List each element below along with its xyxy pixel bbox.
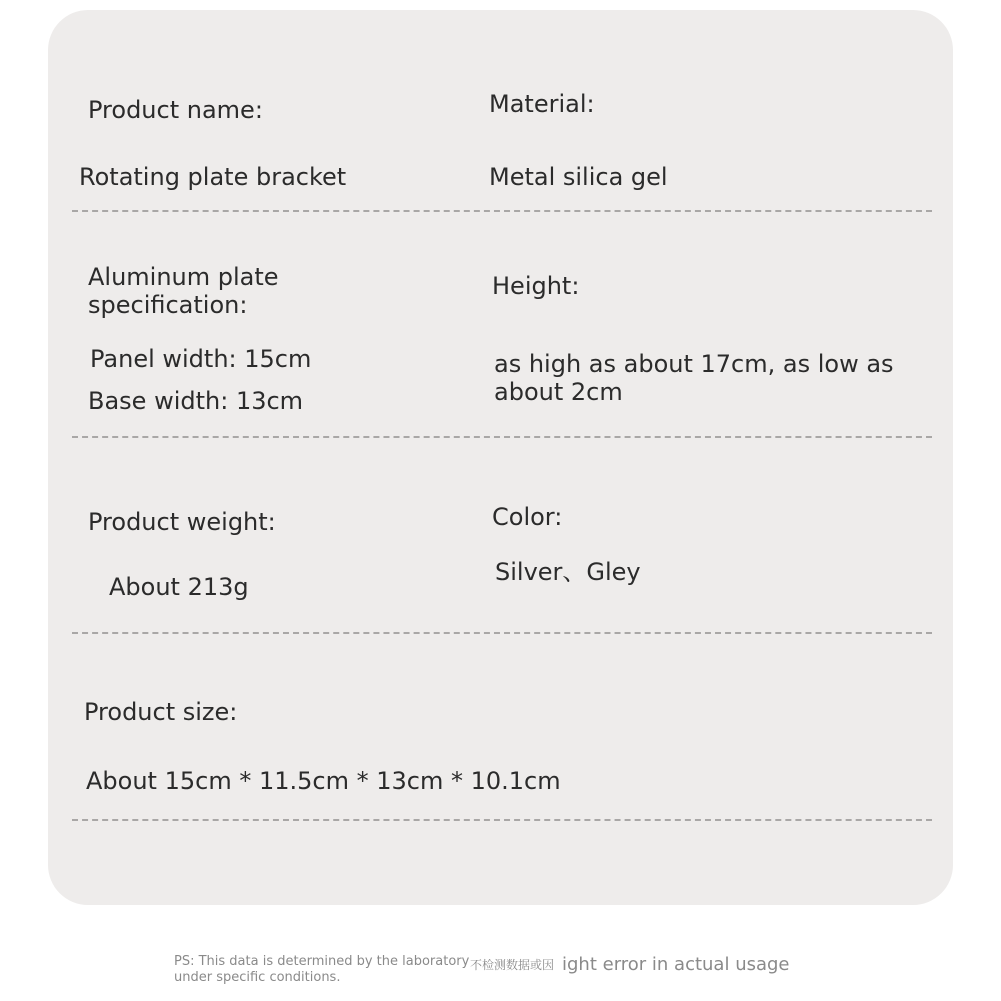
product-name-label: Product name:: [88, 96, 263, 124]
material-label: Material:: [489, 90, 595, 118]
color-label: Color:: [492, 503, 563, 531]
divider-4: [72, 819, 932, 821]
base-width-value: Base width: 13cm: [88, 387, 304, 415]
product-name-value: Rotating plate bracket: [79, 163, 347, 191]
footnote-tail-text: ight error in actual usage: [562, 954, 790, 975]
height-value: as high as about 17cm, as low as about 2cm: [494, 350, 894, 406]
product-weight-value: About 213g: [109, 573, 249, 601]
material-value: Metal silica gel: [489, 163, 668, 191]
footnote-overlay-text: 不检测数据或因: [470, 958, 555, 972]
divider-2: [72, 436, 932, 438]
product-size-label: Product size:: [84, 698, 238, 726]
divider-1: [72, 210, 932, 212]
product-weight-label: Product weight:: [88, 508, 276, 536]
footnote-text: PS: This data is determined by the laboratory under specific conditions.: [174, 954, 470, 985]
divider-3: [72, 632, 932, 634]
height-label: Height:: [492, 272, 580, 300]
product-size-value: About 15cm * 11.5cm * 13cm * 10.1cm: [86, 767, 561, 795]
aluminum-plate-label: Aluminum plate specification:: [88, 263, 279, 319]
color-value: Silver、Gley: [495, 558, 641, 586]
panel-width-value: Panel width: 15cm: [90, 345, 312, 373]
